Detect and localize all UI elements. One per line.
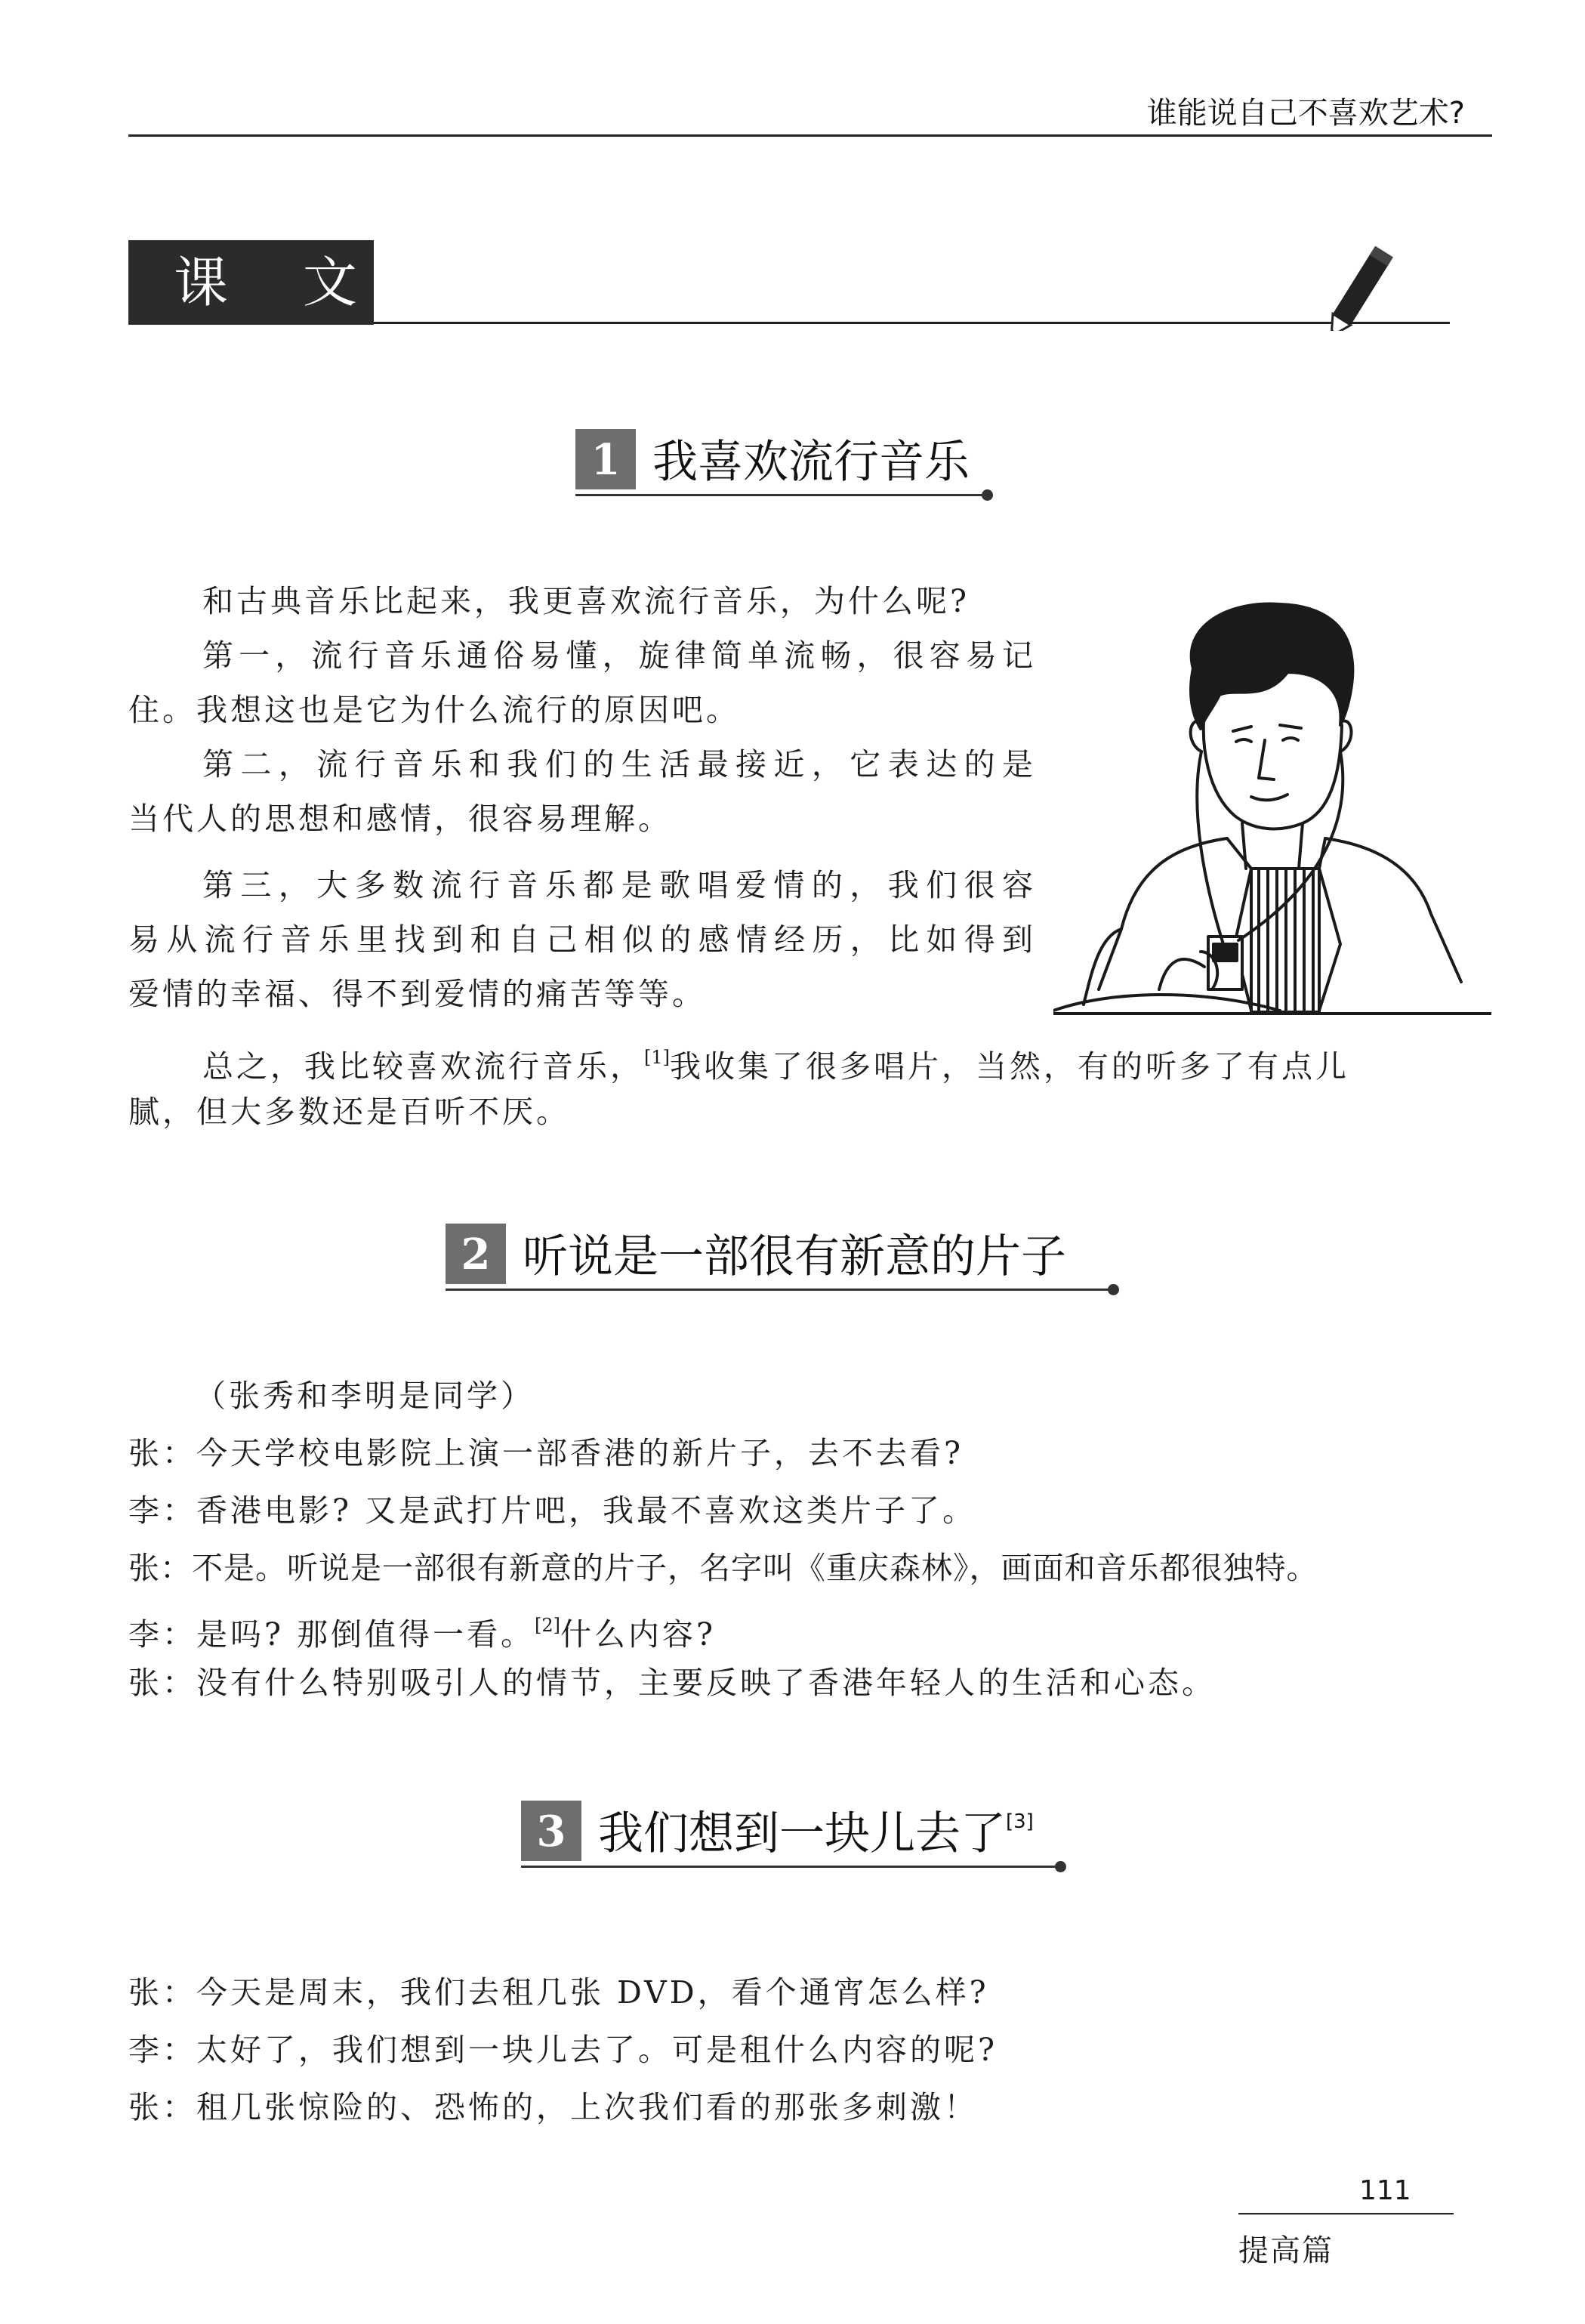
paragraph-line: 总之，我比较喜欢流行音乐，[1]我收集了很多唱片，当然，有的听多了有点儿 (202, 1047, 1349, 1085)
section-banner: 课 文 (128, 240, 374, 325)
lesson-heading-rule (446, 1289, 1110, 1291)
lesson-3-heading (521, 1793, 1080, 1869)
header-rule (128, 134, 1492, 137)
paragraph-line: 易从流行音乐里找到和自己相似的感情经历，比如得到 (128, 921, 1033, 958)
footnote-marker: [3] (1006, 1810, 1034, 1833)
lesson-heading-rule (575, 494, 983, 496)
dialogue-line: 张：不是。听说是一部很有新意的片子，名字叫《重庆森林》，画面和音乐都很独特。 (128, 1550, 1318, 1586)
lesson-number-badge: 3 (521, 1801, 581, 1861)
footnote-marker: [1] (644, 1047, 670, 1068)
lesson-number-badge: 2 (446, 1224, 506, 1284)
paragraph-line: 住。我想这也是它为什么流行的原因吧。 (128, 692, 740, 728)
paragraph-line: 爱情的幸福、得不到爱情的痛苦等等。 (128, 976, 706, 1012)
lesson-title: 我喜欢流行音乐 (652, 436, 970, 489)
paragraph-line: 第一，流行音乐通俗易懂，旋律简单流畅，很容易记 (202, 637, 1033, 674)
book-part-label: 提高篇 (1238, 2233, 1334, 2268)
dialogue-line: 李：太好了，我们想到一块儿去了。可是租什么内容的呢? (128, 2032, 998, 2068)
lesson-2-heading (446, 1216, 1125, 1292)
paragraph-line: 和古典音乐比起来，我更喜欢流行音乐，为什么呢? (202, 583, 970, 619)
page-number: 111 (1359, 2175, 1411, 2206)
lesson-title: 听说是一部很有新意的片子 (523, 1230, 1066, 1283)
lesson-heading-dot (1108, 1284, 1119, 1295)
paragraph-line: 当代人的思想和感情，很容易理解。 (128, 801, 672, 837)
pencil-icon (1314, 240, 1412, 331)
lesson-heading-dot (1055, 1861, 1066, 1872)
dialogue-line: 李：香港电影? 又是武打片吧，我最不喜欢这类片子了。 (128, 1492, 977, 1529)
footnote-marker: [2] (535, 1615, 561, 1636)
running-header-title: 谁能说自己不喜欢艺术? (1146, 96, 1465, 131)
paragraph-line: 第二，流行音乐和我们的生活最接近，它表达的是 (202, 746, 1033, 782)
young-man-with-earphones-illustration (1053, 597, 1491, 1020)
lesson-heading-rule (521, 1866, 1057, 1868)
lesson-number-badge: 1 (575, 429, 636, 489)
dialogue-line: 张：今天是周末，我们去租几张 DVD，看个通宵怎么样? (128, 1974, 989, 2011)
lesson-heading-dot (982, 489, 993, 501)
lesson-title: 我们想到一块儿去了[3] (598, 1807, 1034, 1860)
paragraph-line: 第三，大多数流行音乐都是歌唱爱情的，我们很容 (202, 867, 1033, 903)
dialogue-line: 张：今天学校电影院上演一部香港的新片子，去不去看? (128, 1435, 964, 1471)
paragraph-line: 腻，但大多数还是百听不厌。 (128, 1094, 570, 1130)
dialogue-line: 李：是吗? 那倒值得一看。[2]什么内容? (128, 1615, 716, 1653)
dialogue-line: 张：没有什么特别吸引人的情节，主要反映了香港年轻人的生活和心态。 (128, 1665, 1216, 1701)
section-banner-rule (374, 322, 1450, 324)
dialogue-line: 张：租几张惊险的、恐怖的，上次我们看的那张多刺激！ (128, 2089, 978, 2125)
lesson-1-heading (575, 421, 998, 497)
footer-rule (1238, 2213, 1454, 2214)
dialogue-context: （张秀和李明是同学） (195, 1378, 535, 1414)
